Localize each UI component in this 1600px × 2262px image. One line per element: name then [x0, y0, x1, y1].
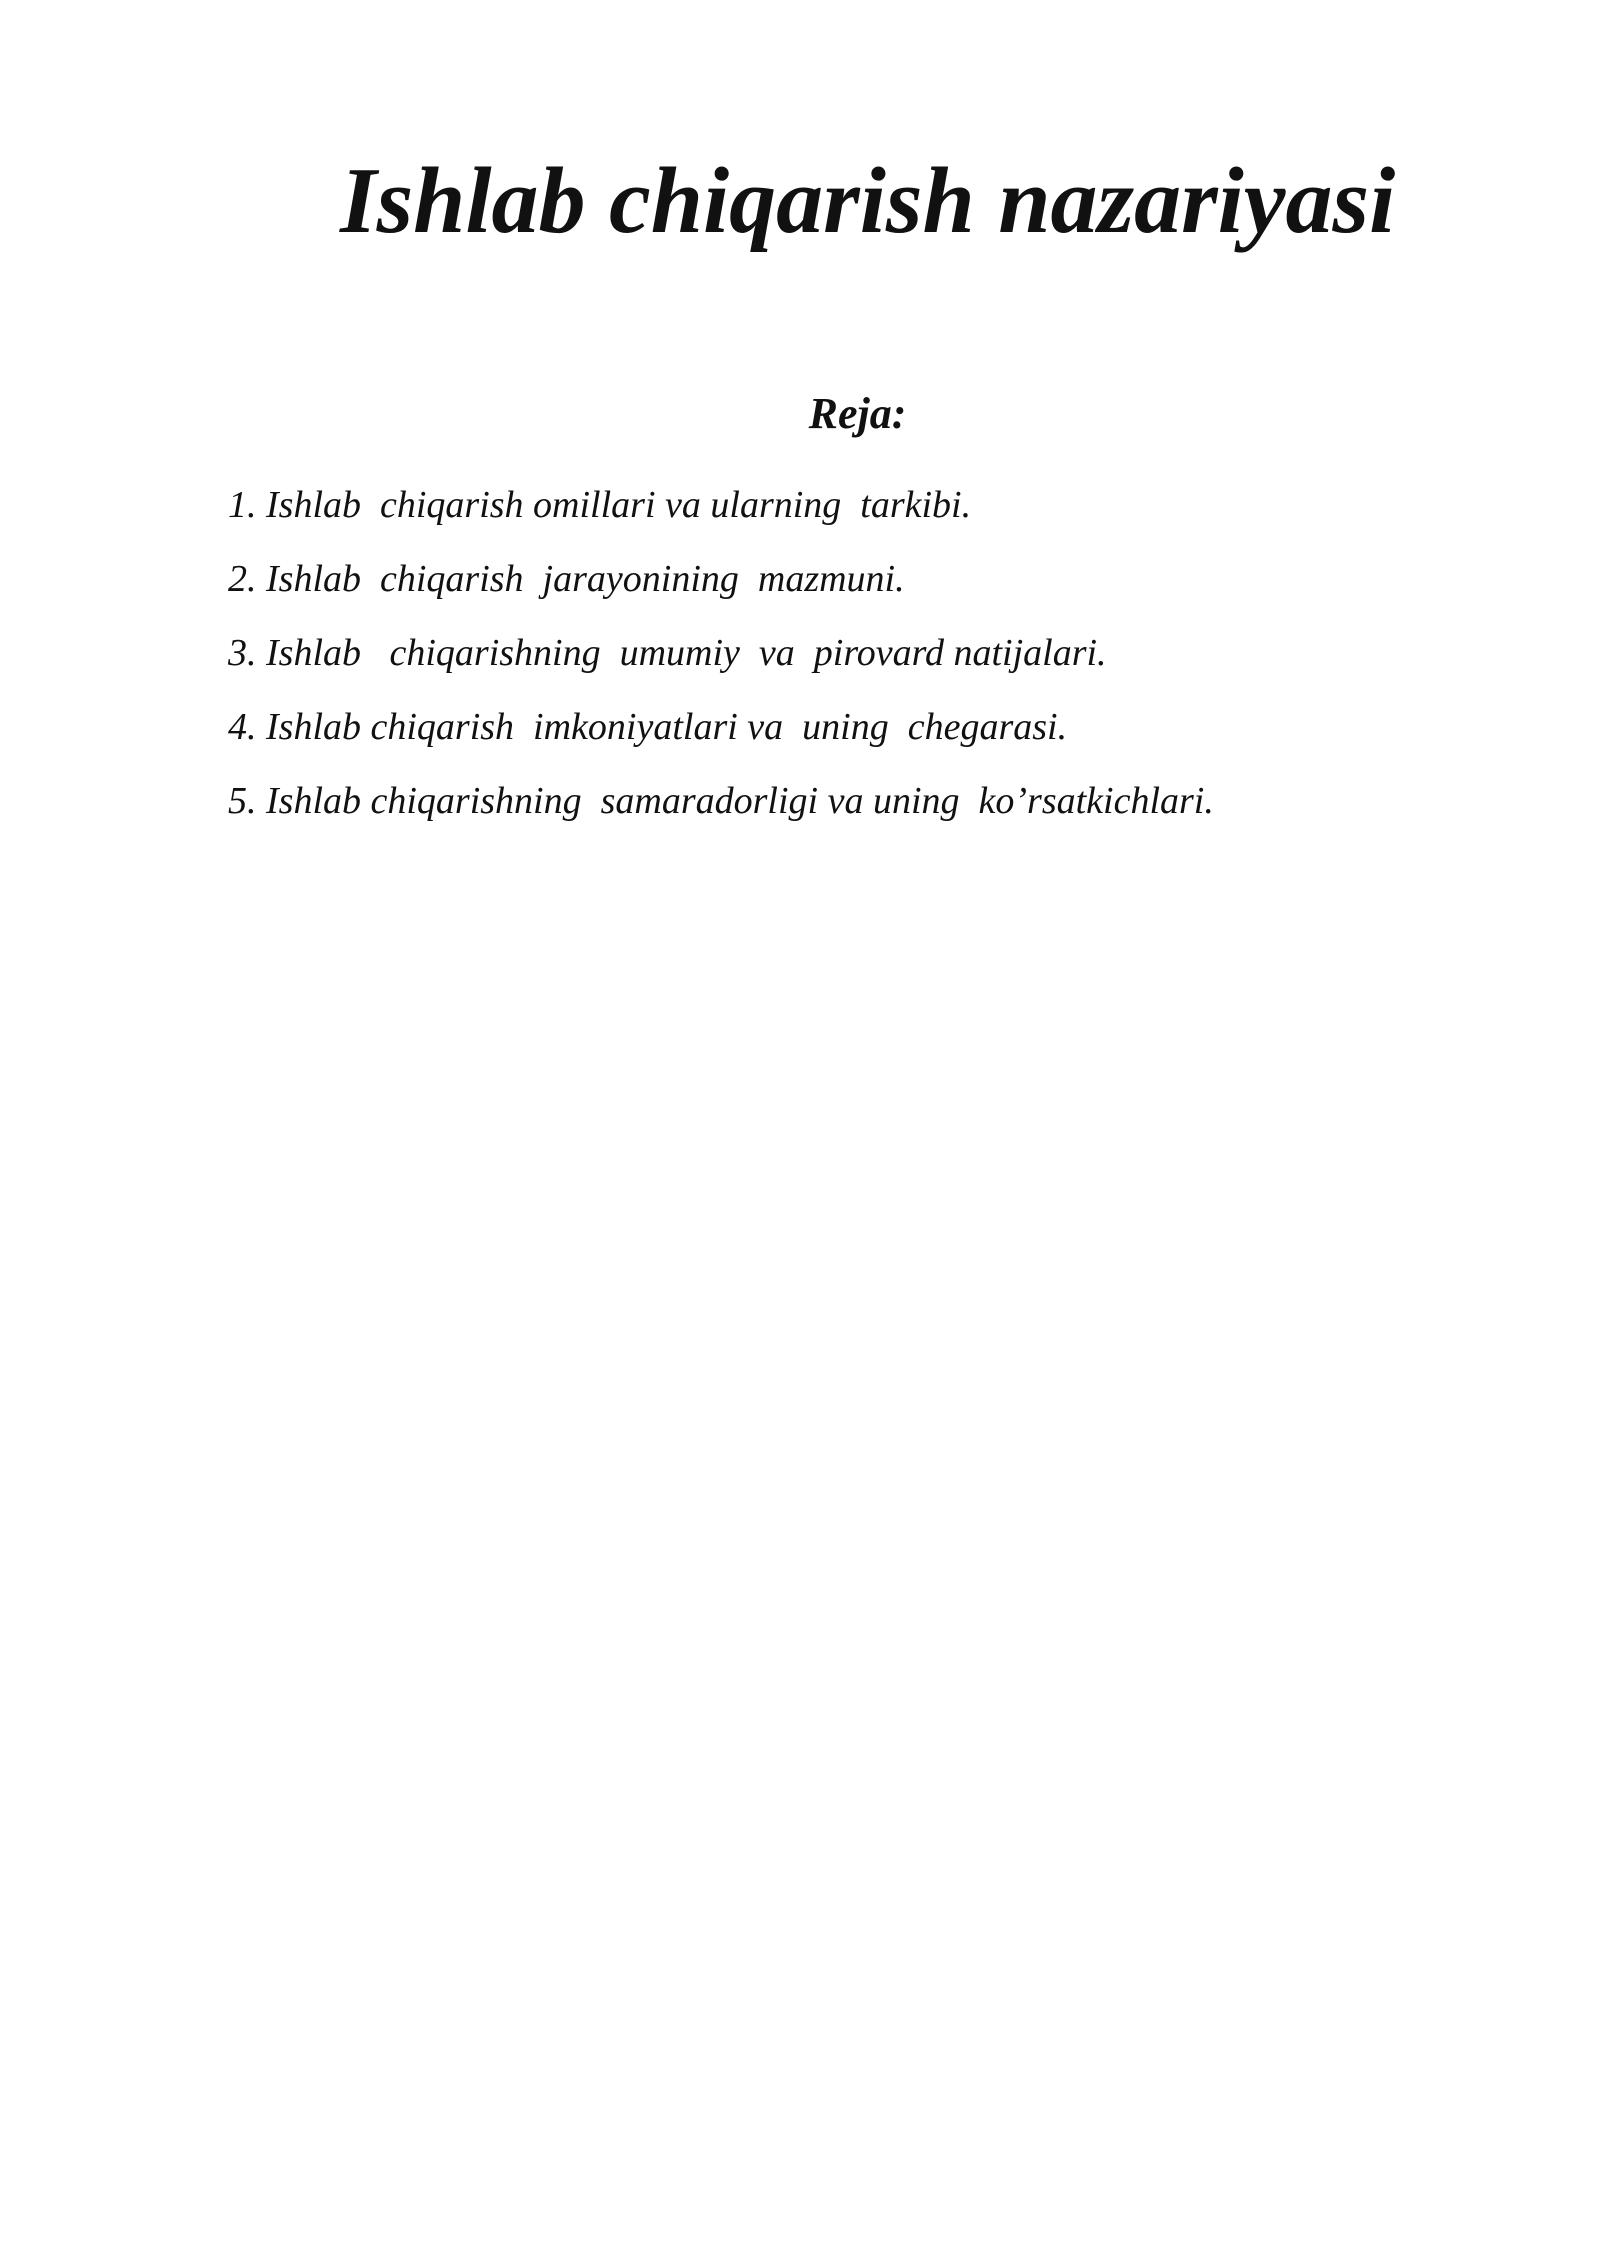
plan-heading: Reja:	[808, 389, 907, 438]
plan-item: 1. Ishlab chiqarish omillari va ularning tarkibi.	[228, 484, 972, 526]
plan-list	[228, 468, 1478, 838]
plan-item: 4. Ishlab chiqarish imkoniyatlari va uning chegarasi.	[228, 706, 1068, 748]
document-title: Ishlab chiqarish nazariyasi	[340, 149, 1396, 253]
plan-item: 3. Ishlab chiqarishning umumiy va pirovard natijalari.	[228, 632, 1107, 674]
plan-item: 5. Ishlab chiqarishning samaradorligi va uning ko’rsatkichlari.	[228, 780, 1214, 822]
plan-item: 2. Ishlab chiqarish jarayonining mazmuni.	[228, 558, 905, 600]
